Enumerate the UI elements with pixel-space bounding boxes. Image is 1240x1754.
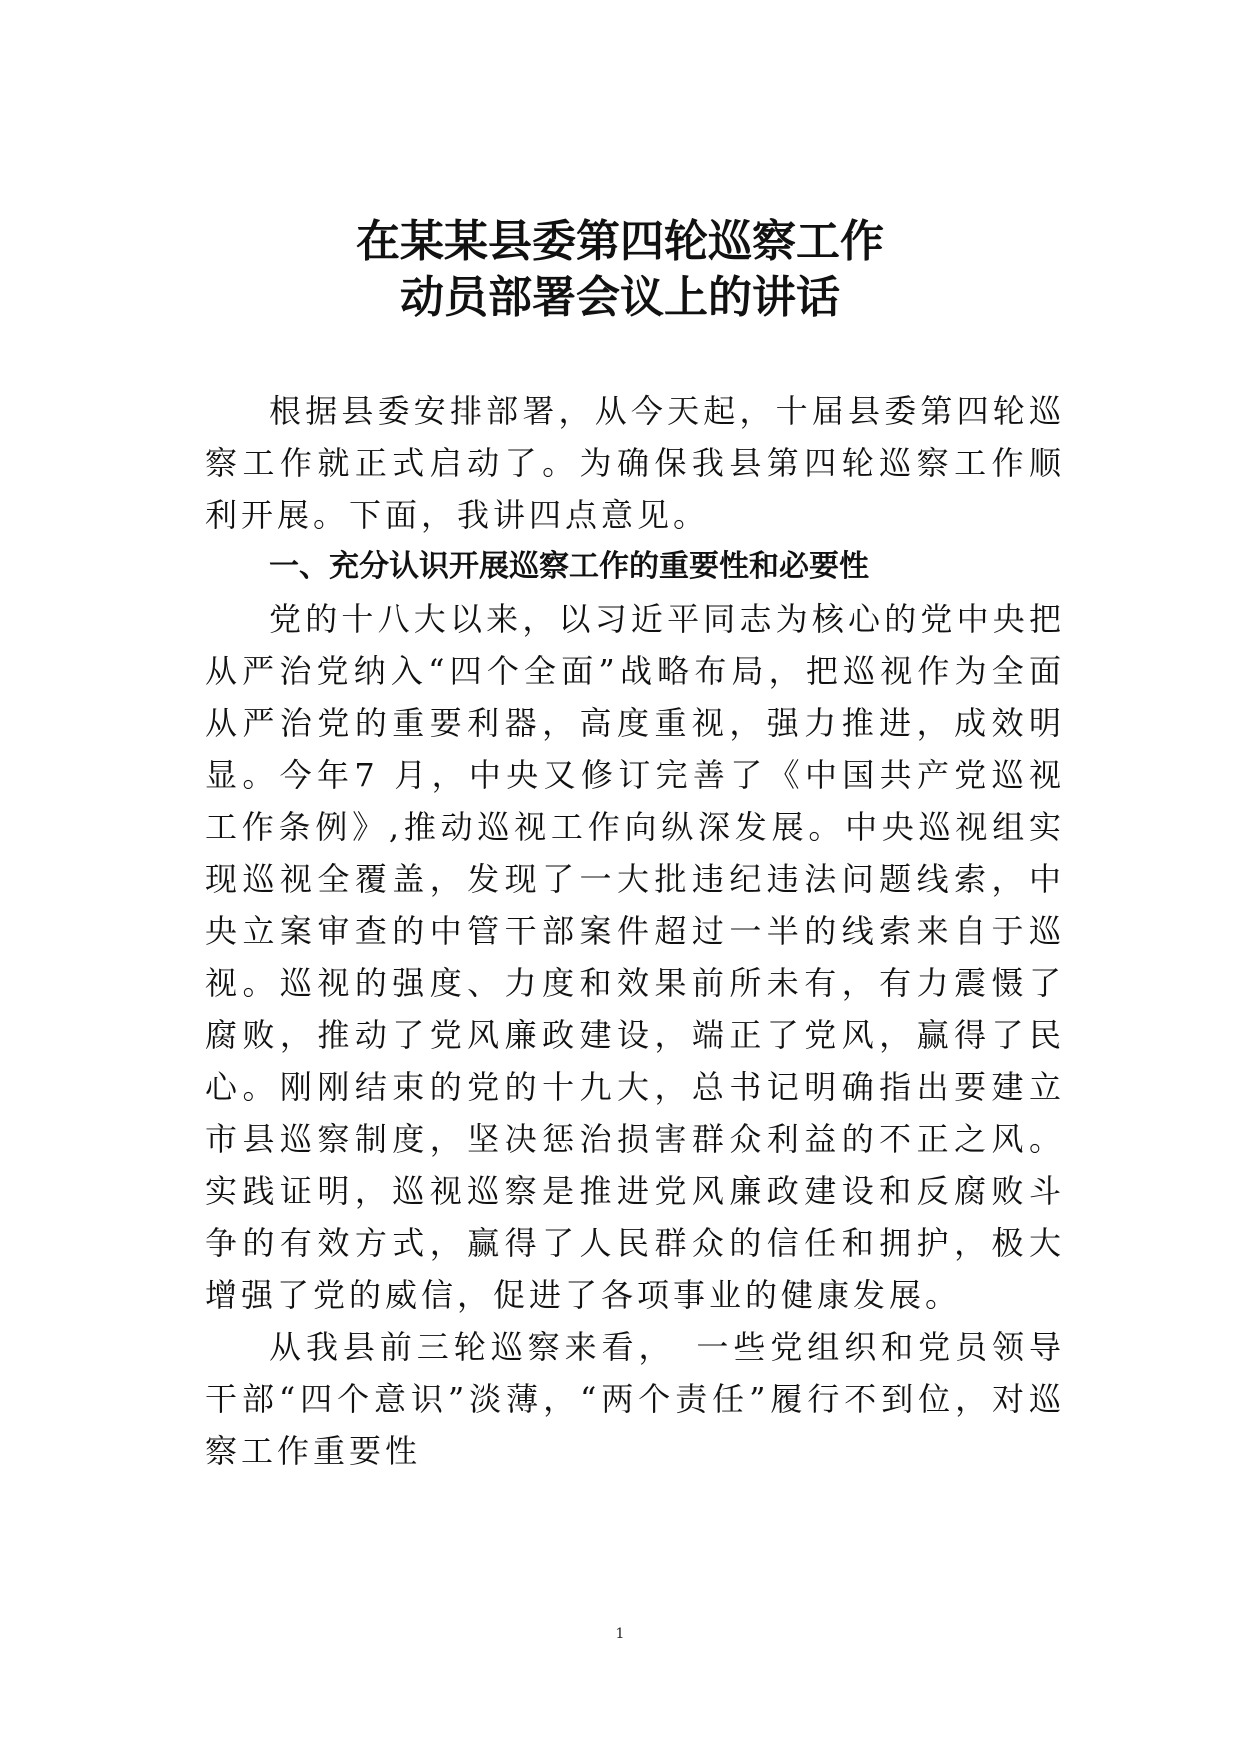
paragraph-importance: 党的十八大以来，以习近平同志为核心的党中央把从严治党纳入“四个全面”战略布局，把巡视作为全面从严治党的重要利器，高度重视，强力推进，成效明显。今年7 月，中央又修订完善了《中国共产党巡视工作条例》,推动巡视工作向纵深发展。中央巡视组实现巡视全覆盖，发现了一大批违纪违法问题线索，中央立案审查的中管干部案件超过一半的线索来自于巡视。巡视的强度、力度和效果前所未有，有力震慑了腐败，推动了党风廉政建设，端正了党风，赢得了民心。刚刚结束的党的十九大，总书记明确指出要建立市县巡察制度，坚决惩治损害群众利益的不正之风。实践证明，巡视巡察是推进党风廉政建设和反腐败斗争的有效方式，赢得了人民群众的信任和拥护，极大增强了党的威信，促进了各项事业的健康发展。 (205, 600, 1065, 1314)
document-title (0, 214, 1240, 326)
page-number: 1 (615, 1626, 625, 1642)
paragraph-previous-rounds: 从我县前三轮巡察来看， 一些党组织和党员领导干部“四个意识”淡薄，“两个责任”履行不到位，对巡察工作重要性 (205, 1328, 1065, 1470)
paragraph-intro: 根据县委安排部署，从今天起，十届县委第四轮巡察工作就正式启动了。为确保我县第四轮巡察工作顺利开展。下面，我讲四点意见。 (205, 392, 1065, 534)
title-line-1: 在某某县委第四轮巡察工作 (356, 216, 884, 267)
document-body (205, 385, 1065, 1477)
title-line-2: 动员部署会议上的讲话 (400, 272, 840, 323)
section-heading-1: 一、充分认识开展巡察工作的重要性和必要性 (269, 549, 869, 584)
